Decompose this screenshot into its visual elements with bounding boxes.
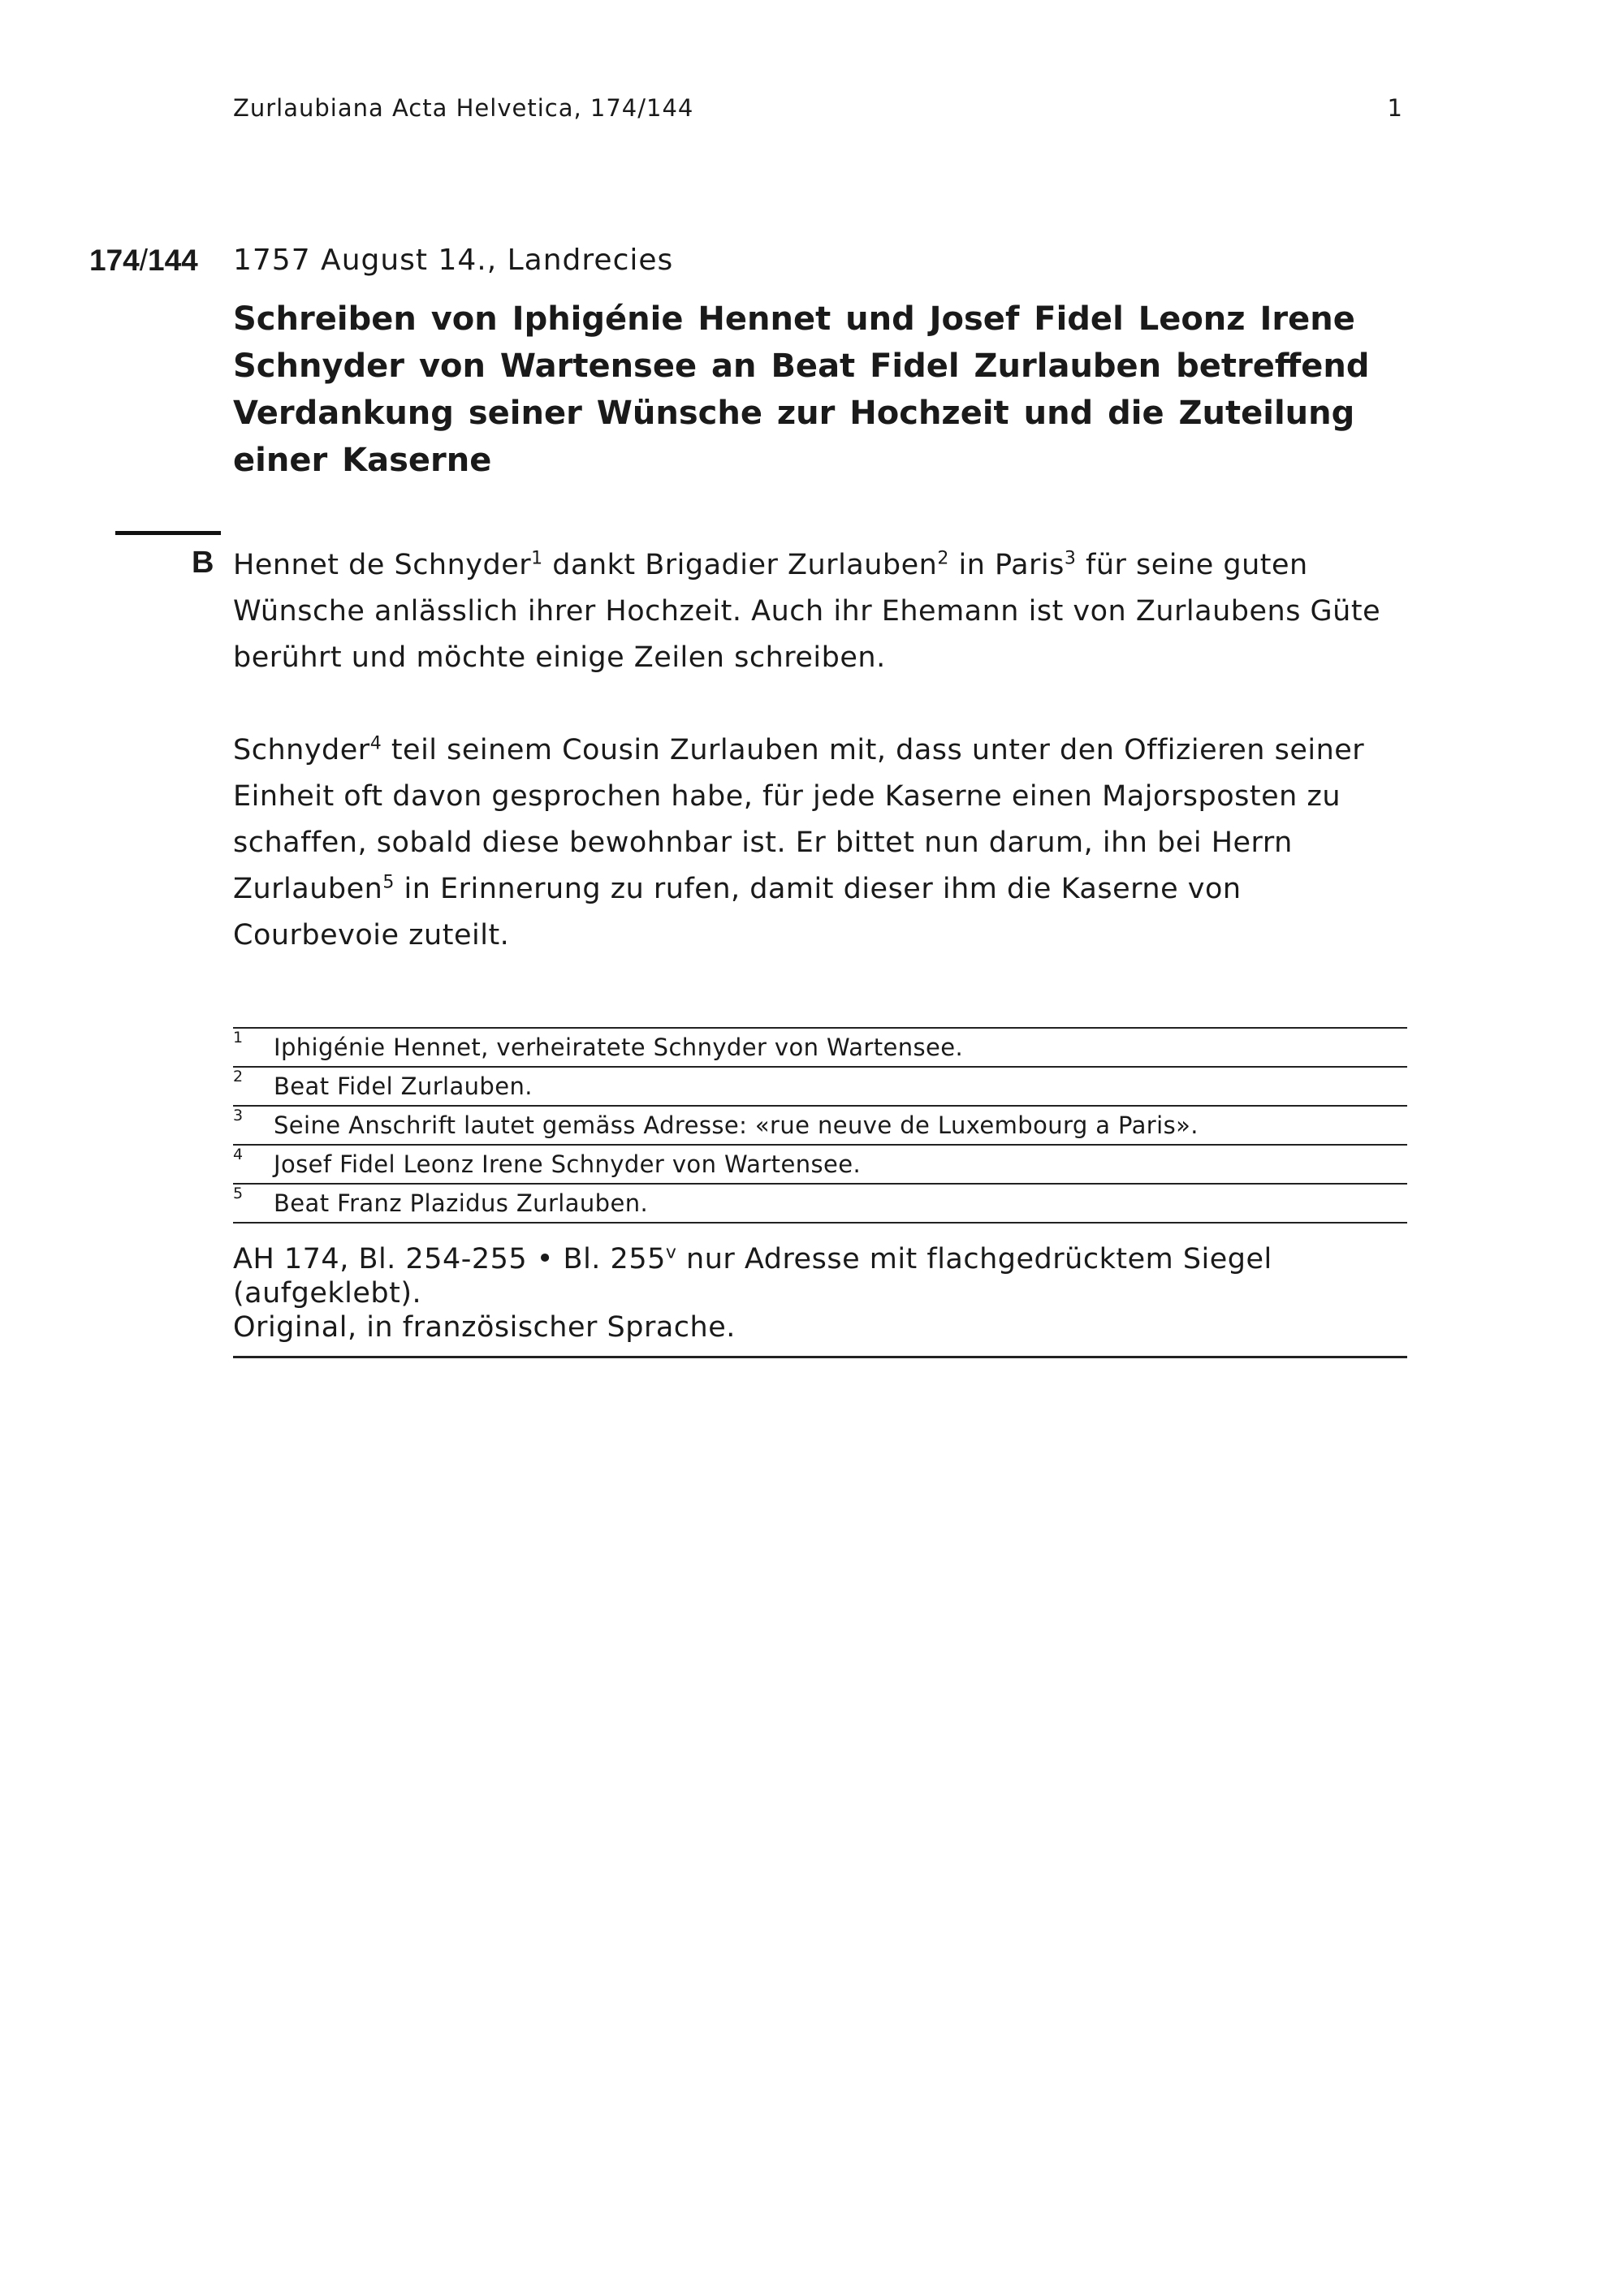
footnote-number: 1 <box>233 1029 244 1047</box>
summary-text-run: für seine guten Wünsche anlässlich ihrer Hochzeit. Auch ihr Ehemann ist von Zurlaubens Güte berührt und möchte einige Zeilen schreiben. <box>233 549 1381 674</box>
footnote-5 <box>233 1183 1407 1222</box>
source-line-1 <box>233 1242 1407 1310</box>
footnote-text: Beat Franz Plazidus Zurlauben. <box>274 1189 649 1217</box>
document-item: 144 <box>148 244 198 277</box>
summary-text-run: dankt Brigadier Zurlauben <box>542 549 938 581</box>
footnote-text: Josef Fidel Leonz Irene Schnyder von Wartensee. <box>274 1150 862 1178</box>
footnote-ref[interactable]: 4 <box>369 733 382 754</box>
footnotes <box>233 1027 1407 1224</box>
source-text: AH 174, Bl. 254-255 • Bl. 255 <box>233 1243 666 1275</box>
footnote-2 <box>233 1066 1407 1105</box>
running-header <box>233 94 1402 127</box>
footnote-text: Iphigénie Hennet, verheiratete Schnyder von Wartensee. <box>274 1034 964 1061</box>
running-title: Zurlaubiana Acta Helvetica, 174/144 <box>233 94 694 122</box>
verso-marker: v <box>665 1242 677 1263</box>
document-number <box>89 244 198 278</box>
section-divider <box>115 531 221 535</box>
document-number-separator: / <box>139 244 149 277</box>
footnote-number: 3 <box>233 1107 244 1124</box>
summary-paragraph-2 <box>233 727 1402 959</box>
footnote-ref[interactable]: 3 <box>1064 548 1077 569</box>
source-bottom-rule <box>233 1356 1407 1358</box>
footnotes-bottom-rule <box>233 1222 1407 1224</box>
summary-text-run: Schnyder <box>233 734 370 766</box>
summary-text <box>233 542 1402 1005</box>
source-text: nur Adresse mit flachgedrücktem Siegel (aufgeklebt). <box>233 1243 1272 1310</box>
document-date-place: 1757 August 14., Landrecies <box>233 244 674 277</box>
footnote-text: Beat Fidel Zurlauben. <box>274 1072 533 1100</box>
summary-text-run: teil seinem Cousin Zurlauben mit, dass unter den Offizieren seiner Einheit oft davon gesprochen habe, für jede Kaserne einen Majorsposten zu schaffen, sobald diese bewohnbar ist. Er bittet nun darum, ihn bei Herrn Zurlauben <box>233 734 1365 905</box>
source-note <box>233 1242 1407 1344</box>
footnote-number: 4 <box>233 1146 244 1163</box>
summary-text-run: in Erinnerung zu rufen, damit dieser ihm die Kaserne von Courbevoie zuteilt. <box>233 873 1242 952</box>
page-number: 1 <box>1387 94 1402 122</box>
footnote-ref[interactable]: 2 <box>937 548 949 569</box>
summary-text-run: in Paris <box>948 549 1065 581</box>
footnote-1 <box>233 1027 1407 1066</box>
footnote-ref[interactable]: 5 <box>382 872 395 893</box>
section-label: B <box>192 546 214 580</box>
footnote-text: Seine Anschrift lautet gemäss Adresse: «rue neuve de Luxembourg a Paris». <box>274 1111 1199 1139</box>
footnote-4 <box>233 1144 1407 1183</box>
document-title: Schreiben von Iphigénie Hennet und Josef Fidel Leonz Irene Schnyder von Wartensee an Beat Fidel Zurlauben betreffend Verdankung seiner Wünsche zur Hochzeit und die Zuteilung einer Kaserne <box>233 300 1370 479</box>
summary-text-run: Hennet de Schnyder <box>233 549 532 581</box>
document-volume: 174 <box>89 244 140 277</box>
footnote-number: 5 <box>233 1185 244 1202</box>
footnote-number: 2 <box>233 1068 244 1085</box>
footnote-3 <box>233 1105 1407 1144</box>
source-line-2: Original, in französischer Sprache. <box>233 1311 736 1344</box>
footnote-ref[interactable]: 1 <box>531 548 543 569</box>
summary-paragraph-1 <box>233 542 1402 681</box>
